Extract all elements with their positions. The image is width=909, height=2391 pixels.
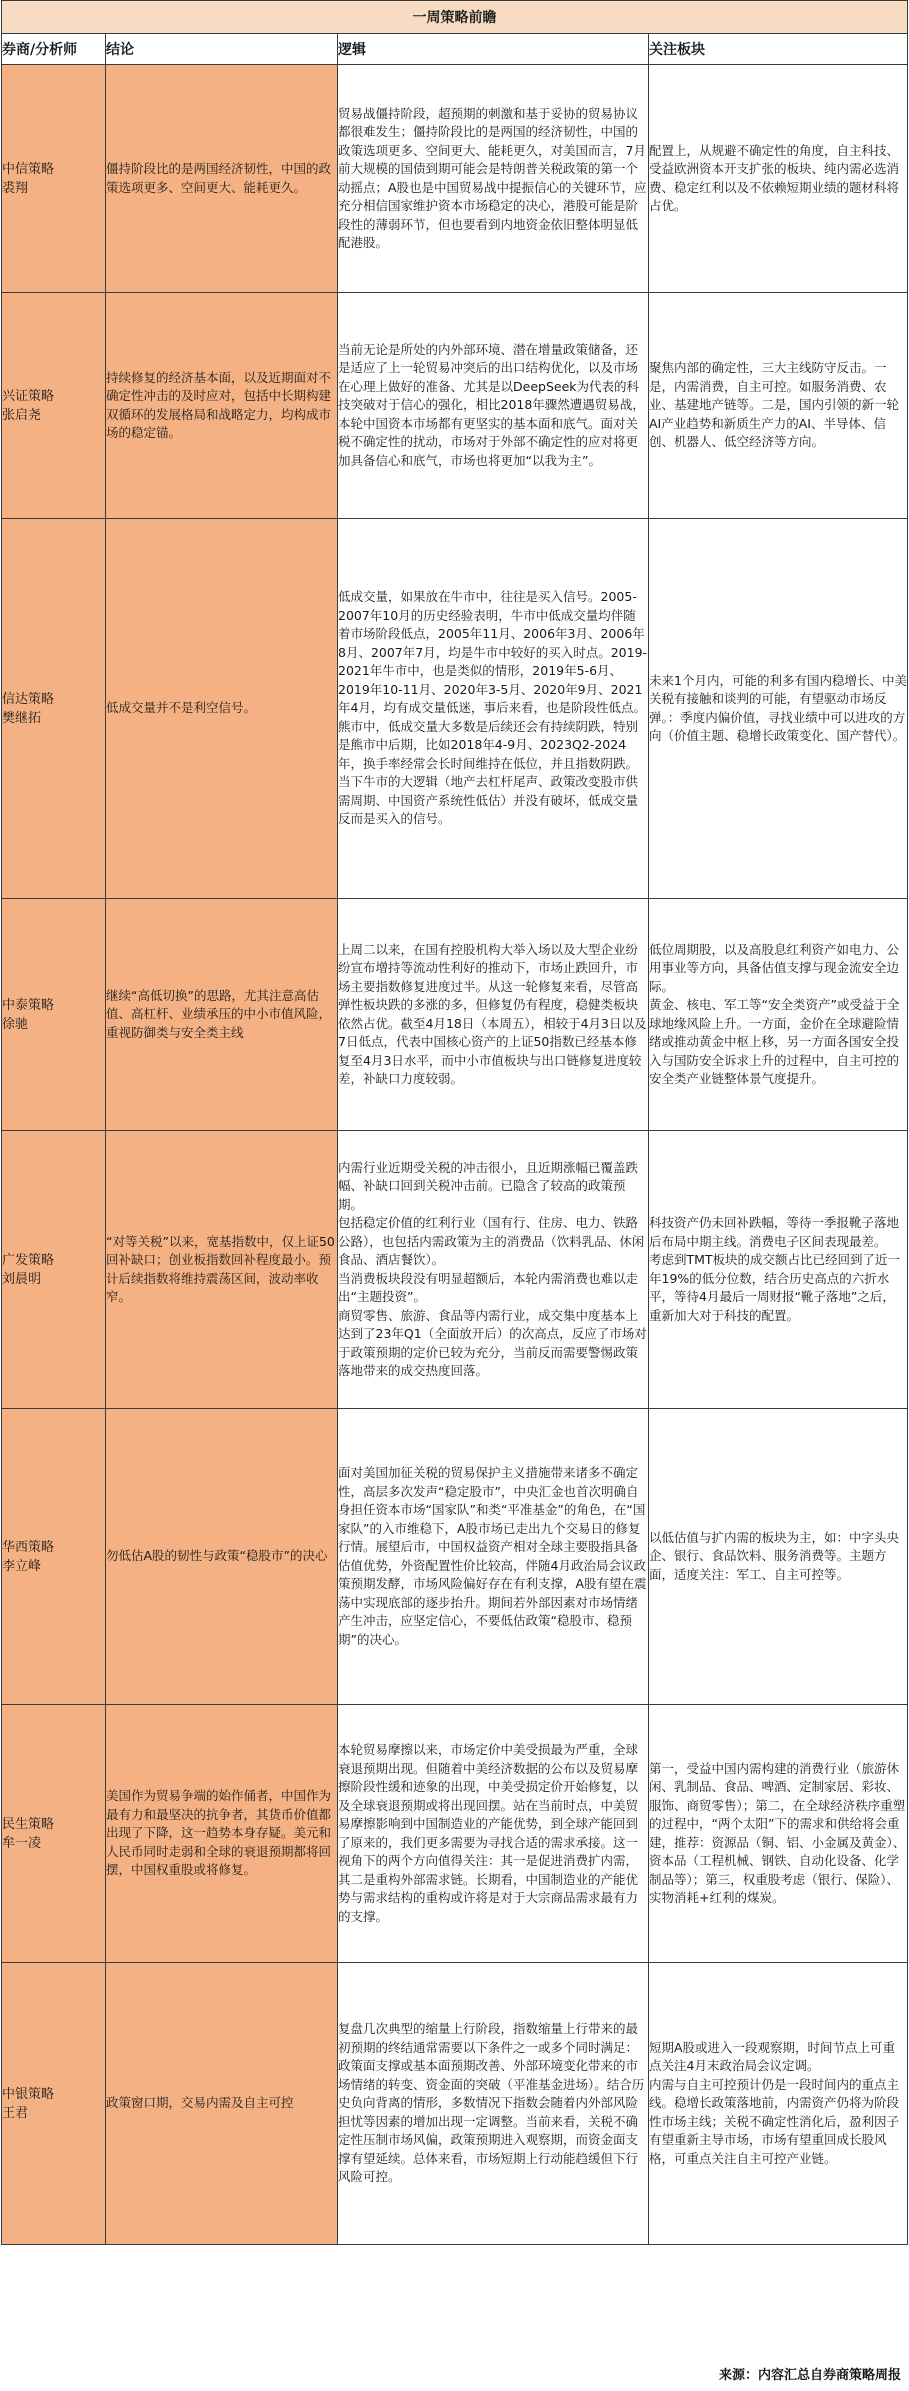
sector-cell: 低位周期股，以及高股息红利资产如电力、公用事业等方向，具备估值支撑与现金流安全边际。 黄金、核电、军工等“安全类资产”或受益于全球地缘风险上升。一方面，金价在全球避险情绪或推动黄金中枢上移，另一方面各国安全投入与国防安全诉求上升的过程中，自主可控的安全类产业链整体景气度提升。 xyxy=(649,899,908,1131)
strategy-table xyxy=(1,0,908,2245)
broker-name: 民生策略 xyxy=(2,1816,55,1832)
table-row xyxy=(2,1705,908,1963)
broker-name: 中信策略 xyxy=(2,161,55,177)
broker-name: 兴证策略 xyxy=(2,388,55,404)
sector-cell: 科技资产仍未回补跌幅，等待一季报靴子落地后布局中期主线。消费电子区间表现最差。 考虑到TMT板块的成交额占比已经回到了近一年19%的低分位数，结合历史高点的六折水平，等待4月最后一周财报“靴子落地”之后，重新加大对于科技的配置。 xyxy=(649,1131,908,1409)
analyst-cell xyxy=(2,65,106,293)
conclusion-cell: 僵持阶段比的是两国经济韧性，中国的政策选项更多、空间更大、能耗更久。 xyxy=(106,65,338,293)
source-note: 来源：内容汇总自券商策略周报 xyxy=(718,2368,901,2383)
analyst-name: 刘晨明 xyxy=(2,1271,42,1287)
table-title-row xyxy=(2,1,908,34)
logic-cell: 当前无论是所处的内外部环境、潜在增量政策储备，还是适应了上一轮贸易冲突后的出口结构优化，以及市场在心理上做好的准备、尤其是以DeepSeek为代表的科技突破对于信心的强化，相比2018年骤然遭遇贸易战，本轮中国资本市场都有更坚实的基本面和底气。面对关税不确定性的扰动，市场对于外部不确定性的应对将更加具备信心和底气，市场也将更加“以我为主”。 xyxy=(338,293,649,519)
conclusion-cell: 政策窗口期，交易内需及自主可控 xyxy=(106,1963,338,2245)
logic-cell: 面对美国加征关税的贸易保护主义措施带来诸多不确定性，高层多次发声“稳定股市”，中央汇金也首次明确自身担任资本市场“国家队”和类“平准基金”的角色，在“国家队”的入市维稳下，A股市场已走出九个交易日的修复行情。展望后市，中国权益资产相对全球主要股指具备估值优势，外资配置性价比较高，伴随4月政治局会议政策预期发酵，市场风险偏好存在有利支撑，A股有望在震荡中实现底部的逐步抬升。期间若外部因素对市场情绪产生冲击，应坚定信心，不要低估政策“稳股市、稳预期”的决心。 xyxy=(338,1409,649,1705)
conclusion-cell: 勿低估A股的韧性与政策“稳股市”的决心 xyxy=(106,1409,338,1705)
table-row xyxy=(2,1963,908,2245)
logic-cell: 低成交量，如果放在牛市中，往往是买入信号。2005-2007年10月的历史经验表明，牛市中低成交量均伴随着市场阶段低点，2005年11月、2006年3月、2006年8月、2007年7月，均是牛市中较好的买入时点。2019-2021年牛市中，也是类似的情形，2019年5-6月、2019年10-11月、2020年3-5月、2020年9月、2021年4月，均有成交量低迷，事后来看，也是阶段性低点。熊市中，低成交量大多数是后续还会有持续阴跌，特别是熊市中后期，比如2018年4-9月、2023Q2-2024年，换手率经常会长时间维持在低位，并且指数阴跌。 当下牛市的大逻辑（地产去杠杆尾声、政策改变股市供需周期、中国资产系统性低估）并没有破坏，低成交量反而是买入的信号。 xyxy=(338,519,649,899)
analyst-name: 张启尧 xyxy=(2,407,42,423)
analyst-cell xyxy=(2,519,106,899)
logic-cell: 本轮贸易摩擦以来，市场定价中美受损最为严重，全球衰退预期出现。但随着中美经济数据的公布以及贸易摩擦阶段性缓和迹象的出现，中美受损定价开始修复，以及全球衰退预期或将出现回摆。站在当前时点，中美贸易摩擦影响到中国制造业的产能优势，到全球产能回到了原来的，我们更多需要为寻找合适的需求承接。这一视角下的两个方向值得关注：其一是促进消费扩内需，其二是重构外部需求链。长期看，中国制造业的产能优势与需求结构的重构或许将是对于大宗商品需求最有力的支撑。 xyxy=(338,1705,649,1963)
analyst-cell xyxy=(2,1963,106,2245)
analyst-cell xyxy=(2,1131,106,1409)
sector-cell: 短期A股或进入一段观察期，时间节点上可重点关注4月末政治局会议定调。 内需与自主可控预计仍是一段时间内的重点主线。稳增长政策落地前，内需资产仍将为阶段性市场主线；关税不确定性消化后，盈利因子有望重新主导市场，市场有望重回成长股风格，可重点关注自主可控产业链。 xyxy=(649,1963,908,2245)
sector-cell: 未来1个月内，可能的利多有国内稳增长、中美关税有接触和谈判的可能，有望驱动市场反弹。：季度内偏价值，寻找业绩中可以进攻的方向（价值主题、稳增长政策变化、国产替代）。 xyxy=(649,519,908,899)
conclusion-cell: 低成交量并不是利空信号。 xyxy=(106,519,338,899)
analyst-cell xyxy=(2,293,106,519)
broker-name: 广发策略 xyxy=(2,1252,55,1268)
sector-cell: 配置上，从规避不确定性的角度，自主科技、受益欧洲资本开支扩张的板块、纯内需必选消费、稳定红利以及不依赖短期业绩的题材科将占优。 xyxy=(649,65,908,293)
conclusion-cell: “对等关税”以来，宽基指数中，仅上证50回补缺口；创业板指数回补程度最小。预计后续指数将维持震荡区间，波动率收窄。 xyxy=(106,1131,338,1409)
conclusion-cell: 持续修复的经济基本面，以及近期面对不确定性冲击的及时应对，包括中长期构建双循环的发展格局和战略定力，均构成市场的稳定锚。 xyxy=(106,293,338,519)
table-row xyxy=(2,899,908,1131)
header-conclusion: 结论 xyxy=(106,34,338,65)
broker-name: 信达策略 xyxy=(2,691,55,707)
analyst-name: 李立峰 xyxy=(2,1558,42,1574)
logic-cell: 上周二以来，在国有控股机构大举入场以及大型企业纷纷宣布增持等流动性利好的推动下，市场止跌回升，市场主要指数修复进度过半。从这一轮修复来看，尽管高弹性板块跌的多涨的多，但修复仍有程度，稳健类板块依然占优。截至4月18日（本周五），相较于4月3日以及7日低点，代表中国核心资产的上证50指数已经基本修复至4月3日水平，而中小市值板块与出口链修复进度较差，补缺口力度较弱。 xyxy=(338,899,649,1131)
header-broker: 券商/分析师 xyxy=(2,34,106,65)
table-title: 一周策略前瞻 xyxy=(2,1,908,34)
logic-cell: 贸易战僵持阶段，超预期的刺激和基于妥协的贸易协议都很难发生；僵持阶段比的是两国的经济韧性，中国的政策选项更多、空间更大、能耗更久，对美国而言，7月前大规模的国债到期可能会是特朗普关税政策的第一个动摇点；A股也是中国贸易战中提振信心的关键环节，应充分相信国家维护资本市场稳定的决心，港股可能是阶段性的薄弱环节，但也要看到内地资金依旧整体明显低配港股。 xyxy=(338,65,649,293)
broker-name: 中银策略 xyxy=(2,2086,55,2102)
table-row xyxy=(2,519,908,899)
analyst-name: 裘翔 xyxy=(2,180,29,196)
table-header-row xyxy=(2,34,908,65)
header-logic: 逻辑 xyxy=(338,34,649,65)
analyst-cell xyxy=(2,1409,106,1705)
logic-cell: 内需行业近期受关税的冲击很小，且近期涨幅已覆盖跌幅、补缺口回到关税冲击前。已隐含了较高的政策预期。 包括稳定价值的红利行业（国有行、住房、电力、铁路公路），也包括内需政策为主的消费品（饮料乳品、休闲食品、酒店餐饮）。 当消费板块段没有明显超额后，本轮内需消费也难以走出“主题投资”。 商贸零售、旅游、食品等内需行业，成交集中度基本上达到了23年Q1（全面放开后）的次高点，反应了市场对于政策预期的定价已较为充分，当前反而需要警惕政策落地带来的成交热度回落。 xyxy=(338,1131,649,1409)
sector-cell: 聚焦内部的确定性，三大主线防守反击。一是，内需消费，自主可控。如服务消费、农业、基建地产链等。二是，国内引领的新一轮AI产业趋势和新质生产力的AI、半导体、信创、机器人、低空经济等方向。 xyxy=(649,293,908,519)
analyst-cell xyxy=(2,1705,106,1963)
analyst-name: 樊继拓 xyxy=(2,710,42,726)
sector-cell: 第一，受益中国内需构建的消费行业（旅游休闲、乳制品、食品、啤酒、定制家居、彩妆、服饰、商贸零售）；第二，在全球经济秩序重塑的过程中，“两个太阳”下的需求和供给将会重建，推荐：资源品（铜、铝、小金属及黄金）、资本品（工程机械、钢铁、自动化设备、化学制品等）；第三，权重股考虑（银行、保险）、实物消耗+红利的煤炭。 xyxy=(649,1705,908,1963)
broker-name: 华西策略 xyxy=(2,1539,55,1555)
header-sectors: 关注板块 xyxy=(649,34,908,65)
table-row xyxy=(2,293,908,519)
analyst-name: 徐驰 xyxy=(2,1016,29,1032)
table-row xyxy=(2,1131,908,1409)
conclusion-cell: 美国作为贸易争端的始作俑者，中国作为最有力和最坚决的抗争者，其货币价值都出现了下降，这一趋势本身存疑。美元和人民币同时走弱和全球的衰退预期都将回摆，中国权重股或将修复。 xyxy=(106,1705,338,1963)
sector-cell: 以低估值与扩内需的板块为主，如：中字头央企、银行、食品饮料、服务消费等。主题方面，适度关注：军工、自主可控等。 xyxy=(649,1409,908,1705)
analyst-cell xyxy=(2,899,106,1131)
table-row xyxy=(2,65,908,293)
analyst-name: 牟一凌 xyxy=(2,1835,42,1851)
table-row xyxy=(2,1409,908,1705)
broker-name: 中泰策略 xyxy=(2,997,55,1013)
analyst-name: 王君 xyxy=(2,2105,29,2121)
conclusion-cell: 继续“高低切换”的思路，尤其注意高估值、高杠杆、业绩承压的中小市值风险，重视防御类与安全类主线 xyxy=(106,899,338,1131)
logic-cell: 复盘几次典型的缩量上行阶段，指数缩量上行带来的最初预期的终结通常需要以下条件之一或多个同时满足：政策面支撑或基本面预期改善、外部环境变化带来的市场情绪的转变、资金面的突破（平准基金进场）。结合历史负向背离的情形，多数情况下指数会随着内外部风险担忧等因素的增加出现一定调整。当前来看，关税不确定性压制市场风偏，政策预期进入观察期，而资金面支撑有望延续。总体来看，市场短期上行动能趋缓但下行风险可控。 xyxy=(338,1963,649,2245)
